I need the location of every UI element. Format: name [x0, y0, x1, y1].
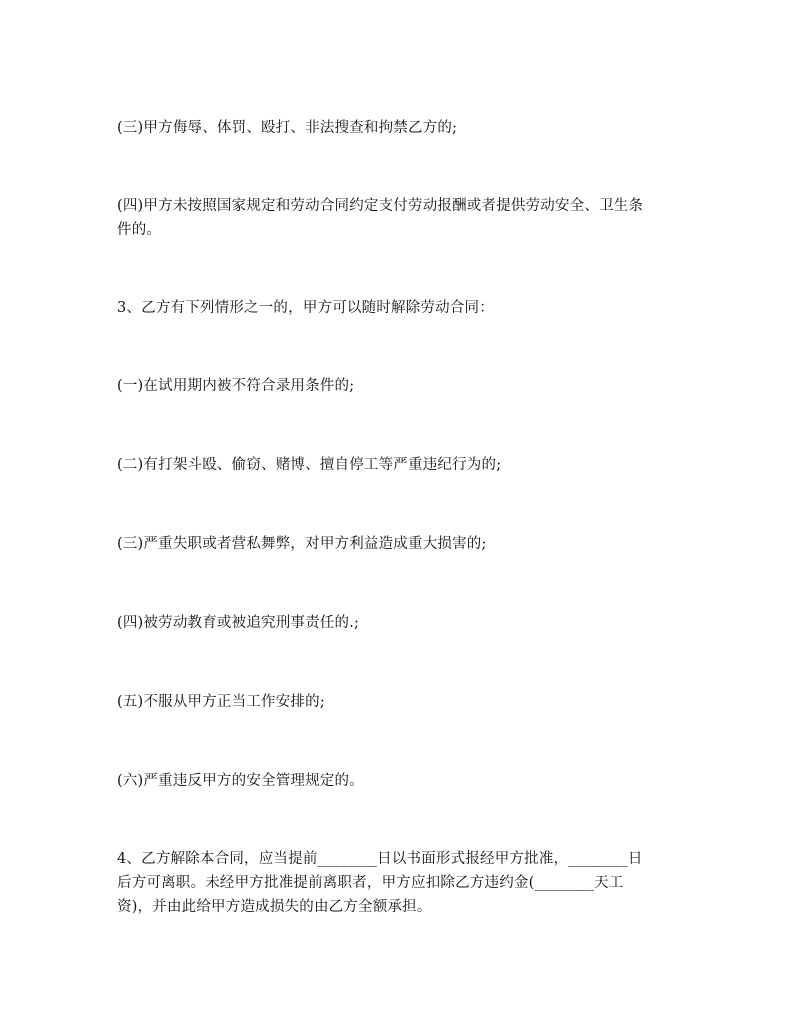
paragraph-line: (二)有打架斗殴、偷窃、赌博、擅自停工等严重违纪行为的;: [117, 457, 502, 473]
paragraph-line: (三)甲方侮辱、体罚、殴打、非法搜查和拘禁乙方的;: [117, 120, 458, 136]
item-4-criminal: [117, 611, 677, 635]
paragraph-line: (三)严重失职或者营私舞弊，对甲方利益造成重大损害的;: [117, 536, 487, 552]
item-3-negligence: [117, 532, 677, 556]
section-3-heading: [117, 296, 677, 320]
paragraph-line: 资)，并由此给甲方造成损失的由乙方全额承担。: [117, 899, 432, 915]
item-5-disobedience: [117, 690, 677, 714]
paragraph-line: (六)严重违反甲方的安全管理规定的。: [117, 773, 364, 789]
paragraph-line: 件的。: [117, 222, 162, 238]
paragraph-line: (五)不服从甲方正当工作安排的;: [117, 694, 325, 710]
paragraph-line: 后方可离职。未经甲方批准提前离职者，甲方应扣除乙方违约金(________天工: [117, 875, 624, 891]
paragraph-line: (四)甲方未按照国家规定和劳动合同约定支付劳动报酬或者提供劳动安全、卫生条: [117, 198, 644, 214]
paragraph-line: 3、乙方有下列情形之一的，甲方可以随时解除劳动合同：: [117, 300, 494, 316]
section-4-resignation: [117, 847, 677, 919]
item-6-safety: [117, 769, 677, 793]
item-2-discipline: [117, 453, 677, 477]
clause-4-labor-remuneration: [117, 194, 677, 242]
item-1-probation: [117, 374, 677, 398]
paragraph-line: (一)在试用期内被不符合录用条件的;: [117, 378, 355, 394]
paragraph-line: 4、乙方解除本合同，应当提前________日以书面形式报经甲方批准，________日: [117, 851, 643, 867]
clause-3-humiliation: [117, 116, 677, 140]
paragraph-line: (四)被劳动教育或被追究刑事责任的.;: [117, 615, 360, 631]
